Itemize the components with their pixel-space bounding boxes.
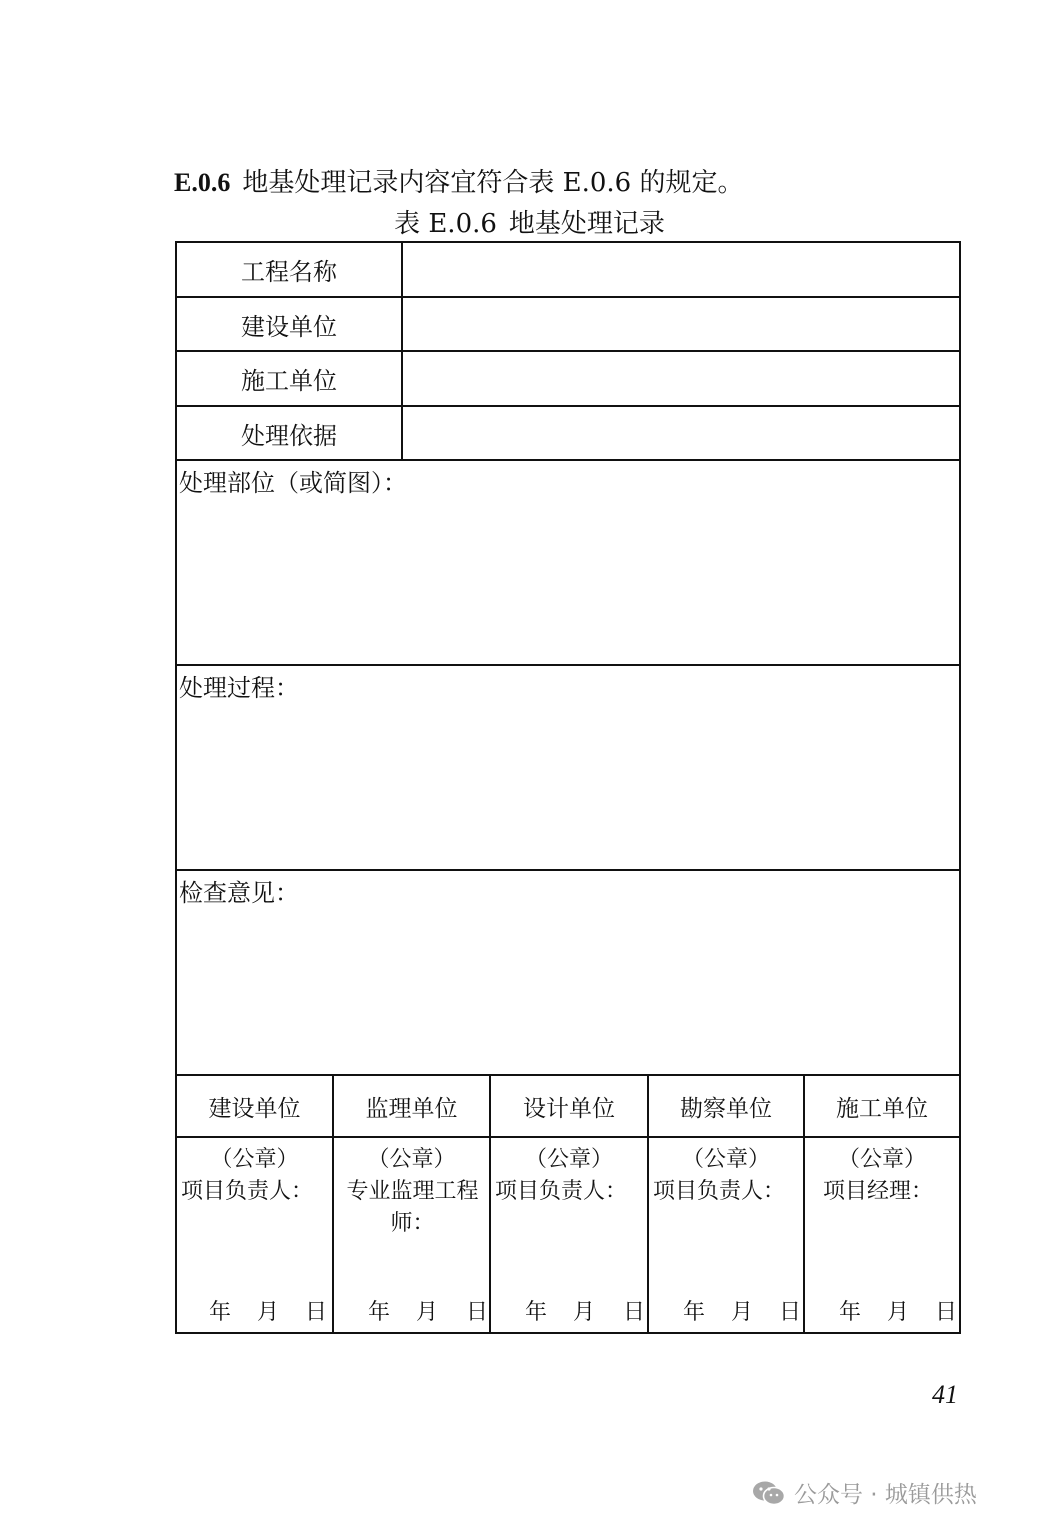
day-label: 日 [305,1300,328,1325]
signature-cell[interactable] [649,1138,805,1332]
day-label: 日 [779,1300,802,1325]
page-number: 41 [932,1380,958,1409]
seal-label: （公章） [681,1147,770,1172]
signer-role: 项目负责人： [653,1179,786,1204]
signature-header-cell [177,1076,334,1136]
section-number: E.0.6 [174,168,231,197]
year-label: 年 [368,1300,391,1325]
unit-name: 勘察单位 [680,1095,772,1122]
signature-cell[interactable] [805,1138,959,1332]
info-label: 工程名称 [177,243,403,296]
seal-label: （公章） [837,1147,926,1172]
signature-body-row [177,1138,959,1332]
block-label: 检查意见： [179,879,299,907]
day-label: 日 [935,1300,958,1325]
signer-role: 专业监理工程师： [346,1179,479,1236]
year-label: 年 [525,1300,548,1325]
year-label: 年 [839,1300,862,1325]
month-label: 月 [573,1300,596,1325]
signature-header-cell [649,1076,805,1136]
signer-role: 项目经理： [823,1179,934,1204]
block-treatment-location[interactable] [177,461,959,666]
info-label: 建设单位 [177,298,403,350]
signature-cell[interactable] [491,1138,649,1332]
unit-name: 监理单位 [365,1095,458,1122]
watermark [752,1476,977,1509]
info-row-contractor [177,352,959,407]
seal-label: （公章） [210,1147,299,1172]
month-label: 月 [887,1300,910,1325]
month-label: 月 [731,1300,754,1325]
unit-name: 设计单位 [523,1095,615,1122]
block-label: 处理过程： [179,674,299,702]
info-label: 施工单位 [177,352,403,405]
info-row-project-name [177,243,959,298]
info-value-field[interactable] [403,407,959,459]
watermark-text: 公众号 · 城镇供热 [794,1482,977,1508]
signature-header-cell [491,1076,649,1136]
month-label: 月 [257,1300,280,1325]
section-heading [174,162,743,199]
signer-role: 项目负责人： [495,1179,628,1204]
block-treatment-process[interactable] [177,666,959,871]
signature-header-row [177,1076,959,1138]
table-caption [0,203,1059,240]
section-text: 地基处理记录内容宜符合表 E.0.6 的规定。 [242,168,744,198]
day-label: 日 [466,1300,489,1325]
block-inspection-opinion[interactable] [177,871,959,1076]
month-label: 月 [416,1300,439,1325]
signature-cell[interactable] [177,1138,334,1332]
year-label: 年 [209,1300,232,1325]
day-label: 日 [623,1300,646,1325]
seal-label: （公章） [367,1147,456,1172]
info-value-field[interactable] [403,352,959,405]
unit-name: 建设单位 [208,1095,301,1122]
info-value-field[interactable] [403,298,959,350]
wechat-icon [752,1480,786,1506]
signature-header-cell [334,1076,491,1136]
table-caption-prefix: 表 E.0.6 [394,209,497,239]
info-row-treatment-basis [177,407,959,461]
signer-role: 项目负责人： [181,1179,314,1204]
seal-label: （公章） [524,1147,613,1172]
signature-header-cell [805,1076,959,1136]
year-label: 年 [683,1300,706,1325]
table-caption-title: 地基处理记录 [508,209,665,239]
signature-cell[interactable] [334,1138,491,1332]
block-label: 处理部位（或简图）： [179,469,407,497]
info-label: 处理依据 [177,407,403,459]
record-form [175,241,961,1334]
info-row-construction-unit [177,298,959,352]
info-value-field[interactable] [403,243,959,296]
unit-name: 施工单位 [836,1095,928,1122]
